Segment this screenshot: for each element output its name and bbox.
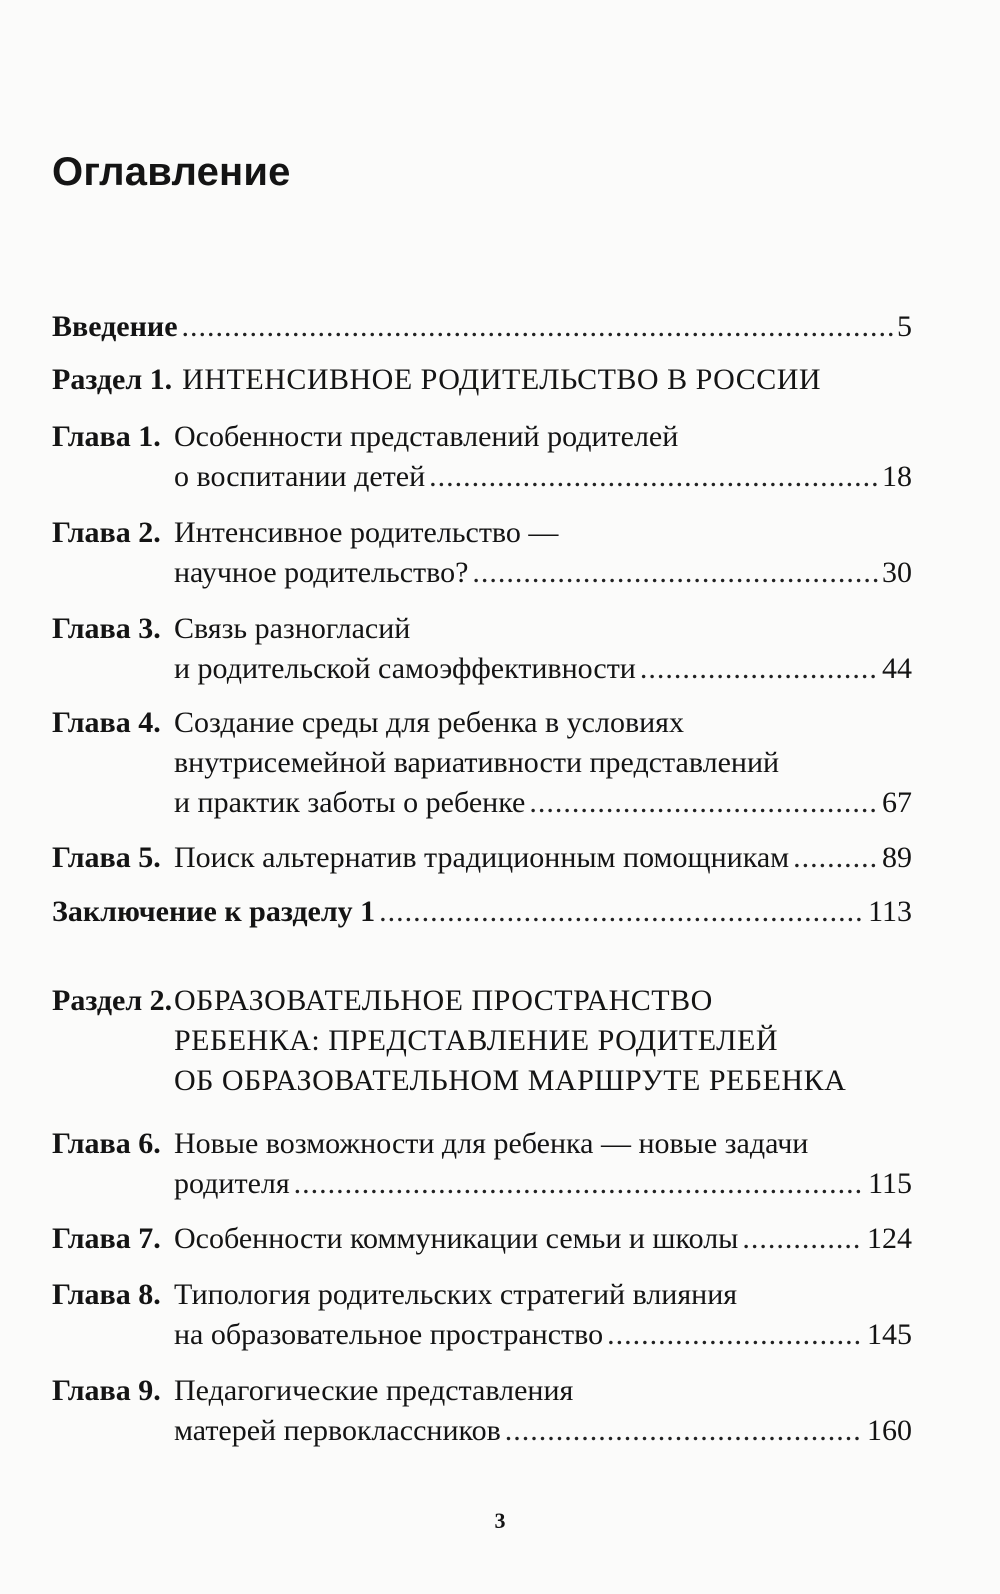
toc-page-number: 30 bbox=[882, 556, 912, 589]
chapter-title-line: родителя bbox=[174, 1167, 290, 1200]
dot-leader bbox=[529, 783, 878, 823]
toc-page-number: 124 bbox=[867, 1222, 912, 1255]
dot-leader bbox=[472, 553, 878, 593]
chapter-title-line: Создание среды для ребенка в условиях bbox=[174, 706, 684, 739]
section-label: Раздел 2. bbox=[52, 984, 173, 1017]
dot-leader bbox=[294, 1164, 864, 1204]
chapter-title-line: Типология родительских стратегий влияния bbox=[174, 1278, 738, 1311]
toc-section-2 bbox=[52, 981, 912, 1101]
chapter-title-line: Интенсивное родительство — bbox=[174, 516, 559, 549]
chapter-title-line: научное родительство? bbox=[174, 556, 469, 589]
toc-entry-chapter-4[interactable] bbox=[52, 703, 912, 823]
toc-page-number: 5 bbox=[897, 310, 912, 343]
section-label: Раздел 1. bbox=[52, 363, 173, 396]
toc-page-number: 67 bbox=[882, 786, 912, 819]
toc-page-number: 160 bbox=[867, 1414, 912, 1447]
toc-entry-title: Введение bbox=[52, 310, 178, 343]
toc-entry-chapter-9[interactable] bbox=[52, 1371, 912, 1451]
section-title-line: ОБРАЗОВАТЕЛЬНОЕ ПРОСТРАНСТВО bbox=[174, 984, 713, 1017]
toc-page-number: 18 bbox=[882, 460, 912, 493]
dot-leader bbox=[607, 1315, 863, 1355]
section-title-line: ОБ ОБРАЗОВАТЕЛЬНОМ МАРШРУТЕ РЕБЕНКА bbox=[174, 1064, 847, 1097]
chapter-label: Глава 5. bbox=[52, 841, 161, 874]
chapter-title-line: Особенности представлений родителей bbox=[174, 420, 679, 453]
dot-leader bbox=[505, 1411, 863, 1451]
chapter-label: Глава 3. bbox=[52, 612, 161, 645]
chapter-title-line: Педагогические представления bbox=[174, 1374, 574, 1407]
chapter-title-line: на образовательное пространство bbox=[174, 1318, 604, 1351]
dot-leader bbox=[742, 1219, 863, 1259]
page-number-footer: 3 bbox=[494, 1508, 506, 1533]
toc-entry-chapter-8[interactable] bbox=[52, 1275, 912, 1355]
toc-entry-chapter-5[interactable] bbox=[52, 838, 912, 878]
dot-leader bbox=[429, 457, 878, 497]
chapter-label: Глава 4. bbox=[52, 706, 161, 739]
toc-entry-chapter-6[interactable] bbox=[52, 1124, 912, 1204]
chapter-label: Глава 2. bbox=[52, 516, 161, 549]
dot-leader bbox=[640, 649, 878, 689]
toc-page-number: 89 bbox=[882, 841, 912, 874]
chapter-title-line: Связь разногласий bbox=[174, 612, 411, 645]
chapter-title-line: внутрисемейной вариативности представлений bbox=[174, 746, 780, 779]
chapter-title-line: Особенности коммуникации семьи и школы bbox=[174, 1222, 739, 1255]
chapter-label: Глава 8. bbox=[52, 1278, 161, 1311]
toc-entry-chapter-7[interactable] bbox=[52, 1219, 912, 1259]
dot-leader bbox=[379, 892, 864, 932]
section-title-line: РЕБЕНКА: ПРЕДСТАВЛЕНИЕ РОДИТЕЛЕЙ bbox=[174, 1024, 779, 1057]
chapter-title-line: о воспитании детей bbox=[174, 460, 426, 493]
toc-entry-chapter-3[interactable] bbox=[52, 609, 912, 689]
chapter-label: Глава 1. bbox=[52, 420, 161, 453]
toc-page-number: 44 bbox=[882, 652, 912, 685]
toc-entry-chapter-1[interactable] bbox=[52, 417, 912, 497]
toc-page-number: 115 bbox=[868, 1167, 912, 1200]
toc-section-1 bbox=[52, 360, 912, 400]
chapter-title-line: и практик заботы о ребенке bbox=[174, 786, 526, 819]
dot-leader bbox=[793, 838, 878, 878]
chapter-title-line: и родительской самоэффективности bbox=[174, 652, 636, 685]
toc-entry-title: Заключение к разделу 1 bbox=[52, 895, 376, 928]
chapter-title-line: Новые возможности для ребенка — новые задачи bbox=[174, 1127, 809, 1160]
section-title: ИНТЕНСИВНОЕ РОДИТЕЛЬСТВО В РОССИИ bbox=[182, 363, 822, 396]
chapter-title-line: Поиск альтернатив традиционным помощникам bbox=[174, 841, 790, 874]
chapter-label: Глава 9. bbox=[52, 1374, 161, 1407]
toc-page-number: 145 bbox=[867, 1318, 912, 1351]
chapter-label: Глава 6. bbox=[52, 1127, 161, 1160]
chapter-label: Глава 7. bbox=[52, 1222, 161, 1255]
toc-entry-chapter-2[interactable] bbox=[52, 513, 912, 593]
toc-entry-introduction[interactable] bbox=[52, 307, 912, 347]
toc-entry-conclusion-1[interactable] bbox=[52, 892, 912, 932]
toc-page-number: 113 bbox=[868, 895, 912, 928]
page-title: Оглавление bbox=[52, 150, 291, 194]
chapter-title-line: матерей первоклассников bbox=[174, 1414, 501, 1447]
dot-leader bbox=[182, 307, 893, 347]
